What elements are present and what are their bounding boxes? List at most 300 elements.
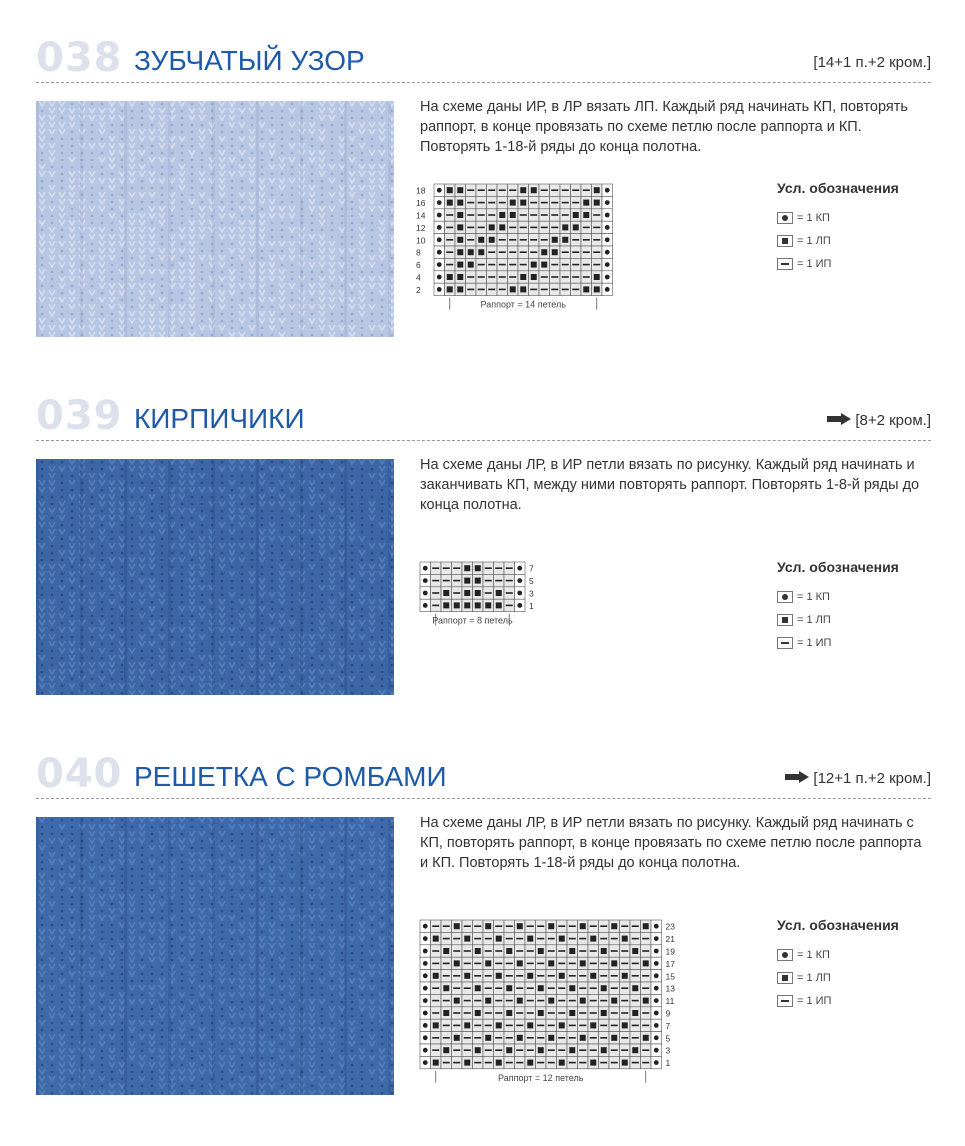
purl-mark [478, 214, 485, 216]
knit-mark [531, 262, 537, 268]
section-header [36, 752, 931, 800]
legend-kp-label: = 1 КП [797, 211, 830, 224]
purl-mark [642, 1062, 649, 1064]
purl-mark [488, 289, 495, 291]
purl-mark [569, 975, 576, 977]
purl-mark [495, 987, 502, 989]
purl-mark [506, 1000, 513, 1002]
purl-mark [551, 289, 558, 291]
purl-mark [432, 1049, 439, 1051]
purl-mark [541, 202, 548, 204]
purl-mark [478, 227, 485, 229]
purl-mark [579, 1025, 586, 1027]
purl-mark [464, 1049, 471, 1051]
purl-mark [562, 214, 569, 216]
row-label: 14 [416, 210, 426, 221]
purl-mark [551, 276, 558, 278]
knit-mark [433, 973, 439, 979]
purl-mark [583, 264, 590, 266]
knit-mark [506, 1047, 512, 1053]
purl-mark [453, 567, 460, 569]
row-label: 5 [665, 1033, 671, 1044]
purl-mark [520, 251, 527, 253]
knit-mark [601, 985, 607, 991]
knit-mark [611, 923, 617, 929]
purl-mark [446, 214, 453, 216]
purl-mark [593, 264, 600, 266]
row-label: 10 [416, 235, 426, 246]
purl-mark [464, 1000, 471, 1002]
edge-stitch-dot [423, 1035, 428, 1040]
knit-mark [601, 1010, 607, 1016]
stitch-count-text: [12+1 п.+2 кром.] [813, 770, 931, 787]
purl-mark [516, 1062, 523, 1064]
legend [777, 559, 937, 654]
knit-mark [468, 262, 474, 268]
knit-mark [583, 200, 589, 206]
purl-mark [527, 1000, 534, 1002]
purl-stitch-icon [777, 995, 793, 1007]
purl-mark [520, 239, 527, 241]
purl-mark [548, 1012, 555, 1014]
purl-mark [541, 239, 548, 241]
purl-mark [579, 950, 586, 952]
purl-mark [642, 987, 649, 989]
purl-mark [562, 264, 569, 266]
arrow-right-icon [785, 770, 809, 788]
knit-mark [590, 1060, 596, 1066]
purl-mark [548, 1049, 555, 1051]
purl-mark [432, 987, 439, 989]
knit-mark [496, 1060, 502, 1066]
purl-mark [600, 938, 607, 940]
purl-mark [478, 189, 485, 191]
knit-mark [632, 985, 638, 991]
edge-stitch-dot [423, 949, 428, 954]
purl-mark [464, 1037, 471, 1039]
knit-mark [496, 936, 502, 942]
purl-mark [453, 1025, 460, 1027]
edge-stitch-dot [423, 936, 428, 941]
purl-mark [569, 1062, 576, 1064]
purl-mark [541, 214, 548, 216]
purl-mark [583, 227, 590, 229]
purl-mark [611, 938, 618, 940]
knit-mark [527, 1022, 533, 1028]
knit-mark [517, 923, 523, 929]
purl-mark [446, 227, 453, 229]
purl-mark [453, 1012, 460, 1014]
purl-mark [520, 214, 527, 216]
purl-mark [562, 289, 569, 291]
knit-mark [520, 274, 526, 280]
edge-stitch-dot [423, 603, 428, 608]
section-header [36, 394, 931, 442]
purl-mark [642, 938, 649, 940]
row-label: 9 [665, 1008, 671, 1019]
purl-mark [467, 239, 474, 241]
knit-mark [510, 200, 516, 206]
edge-stitch-dot [517, 603, 522, 608]
purl-mark [593, 227, 600, 229]
purl-mark [569, 925, 576, 927]
purl-mark [446, 264, 453, 266]
purl-mark [600, 925, 607, 927]
purl-mark [432, 567, 439, 569]
section-header [36, 36, 931, 84]
purl-mark [583, 239, 590, 241]
purl-mark [590, 1000, 597, 1002]
knit-mark [643, 923, 649, 929]
purl-mark [537, 1037, 544, 1039]
purl-mark [443, 567, 450, 569]
purl-mark [467, 189, 474, 191]
knit-mark [496, 1022, 502, 1028]
purl-mark [572, 289, 579, 291]
purl-mark [506, 580, 513, 582]
knit-mark [562, 237, 568, 243]
knit-mark [573, 212, 579, 218]
knit-stitch-icon [777, 972, 793, 984]
knit-mark [520, 187, 526, 193]
purl-mark [478, 289, 485, 291]
purl-mark [537, 963, 544, 965]
knit-mark [464, 936, 470, 942]
purl-mark [432, 1037, 439, 1039]
purl-mark [527, 950, 534, 952]
purl-mark [506, 605, 513, 607]
knit-mark [594, 200, 600, 206]
purl-mark [621, 950, 628, 952]
purl-mark [632, 975, 639, 977]
row-label: 11 [665, 996, 675, 1007]
edge-stitch-dot [517, 566, 522, 571]
knit-mark [520, 200, 526, 206]
edge-stitch-dot [605, 275, 610, 280]
purl-mark [569, 938, 576, 940]
purl-mark [474, 1062, 481, 1064]
pattern-title: КИРПИЧИКИ [134, 403, 305, 434]
purl-mark [551, 227, 558, 229]
purl-mark [516, 1025, 523, 1027]
purl-mark [621, 1037, 628, 1039]
legend-title: Усл. обозначения [777, 917, 899, 933]
divider [36, 82, 931, 83]
legend-lp-label: = 1 ЛП [797, 971, 831, 984]
knit-mark [548, 998, 554, 1004]
purl-mark [527, 1049, 534, 1051]
legend-item-ip [777, 631, 937, 654]
legend-item-lp [777, 229, 937, 252]
purl-mark [499, 264, 506, 266]
purl-mark [537, 925, 544, 927]
purl-mark [600, 1062, 607, 1064]
knit-mark [622, 973, 628, 979]
knit-mark [569, 1010, 575, 1016]
purl-mark [562, 251, 569, 253]
purl-mark [590, 925, 597, 927]
purl-mark [632, 938, 639, 940]
purl-mark [453, 975, 460, 977]
purl-mark [530, 251, 537, 253]
purl-mark [569, 1000, 576, 1002]
knit-mark [541, 262, 547, 268]
purl-mark [485, 975, 492, 977]
purl-mark [506, 592, 513, 594]
pattern-description: На схеме даны ЛР, в ИР петли вязать по рисунку. Каждый ряд начинать с КП, повторять раппорт, в конце провязать по схеме петлю после раппорта и КП. Повторять 1-18-й ряды до конца полотна. [420, 815, 922, 871]
purl-mark [548, 1025, 555, 1027]
purl-edge-stitch-icon [777, 949, 793, 961]
knit-mark [590, 936, 596, 942]
purl-mark [453, 1049, 460, 1051]
purl-mark [499, 289, 506, 291]
purl-mark [611, 1025, 618, 1027]
edge-stitch-dot [605, 250, 610, 255]
purl-mark [642, 1049, 649, 1051]
row-label: 1 [529, 600, 534, 611]
purl-mark [495, 1000, 502, 1002]
purl-mark [558, 963, 565, 965]
edge-stitch-dot [654, 924, 659, 929]
knit-mark [454, 923, 460, 929]
purl-mark [516, 1012, 523, 1014]
knit-mark [569, 985, 575, 991]
purl-mark [478, 264, 485, 266]
purl-mark [516, 1049, 523, 1051]
edge-stitch-dot [423, 961, 428, 966]
purl-mark [537, 975, 544, 977]
purl-mark [478, 202, 485, 204]
knit-mark [580, 923, 586, 929]
purl-mark [520, 227, 527, 229]
purl-mark [467, 289, 474, 291]
purl-mark [579, 938, 586, 940]
purl-mark [495, 567, 502, 569]
purl-stitch-icon [777, 258, 793, 270]
purl-mark [464, 963, 471, 965]
purl-mark [569, 1025, 576, 1027]
row-label: 21 [665, 934, 675, 945]
purl-mark [642, 975, 649, 977]
knit-mark [464, 1022, 470, 1028]
purl-mark [621, 925, 628, 927]
purl-mark [495, 963, 502, 965]
knit-mark [454, 998, 460, 1004]
purl-mark [443, 580, 450, 582]
purl-mark [558, 925, 565, 927]
purl-mark [443, 1025, 450, 1027]
edge-stitch-dot [423, 1060, 428, 1065]
purl-mark [583, 276, 590, 278]
purl-mark [488, 189, 495, 191]
purl-mark [537, 1000, 544, 1002]
purl-mark [593, 251, 600, 253]
arrow-right-icon [827, 412, 851, 430]
knit-stitch-icon [777, 235, 793, 247]
purl-mark [485, 1062, 492, 1064]
knit-mark [559, 936, 565, 942]
purl-mark [548, 975, 555, 977]
purl-mark [453, 592, 460, 594]
purl-mark [621, 987, 628, 989]
purl-mark [541, 189, 548, 191]
purl-mark [488, 251, 495, 253]
purl-mark [453, 950, 460, 952]
knit-mark [475, 1047, 481, 1053]
purl-mark [558, 950, 565, 952]
divider [36, 798, 931, 799]
knit-mark [485, 1035, 491, 1041]
row-label: 17 [665, 958, 675, 969]
knit-mark [611, 960, 617, 966]
stitch-count [827, 412, 931, 430]
row-label: 5 [529, 576, 534, 587]
knit-mark [457, 262, 463, 268]
knit-mark [562, 224, 568, 230]
row-label: 13 [665, 983, 675, 994]
purl-mark [432, 963, 439, 965]
knit-mark [559, 973, 565, 979]
purl-mark [621, 1012, 628, 1014]
knit-mark [611, 1035, 617, 1041]
purl-mark [530, 214, 537, 216]
legend-lp-label: = 1 ЛП [797, 613, 831, 626]
purl-mark [506, 925, 513, 927]
purl-mark [632, 1000, 639, 1002]
purl-mark [579, 1062, 586, 1064]
knit-mark [499, 224, 505, 230]
purl-mark [537, 1025, 544, 1027]
edge-stitch-dot [654, 936, 659, 941]
purl-mark [621, 1049, 628, 1051]
purl-mark [621, 963, 628, 965]
purl-mark [509, 276, 516, 278]
purl-mark [541, 227, 548, 229]
purl-mark [551, 264, 558, 266]
purl-mark [499, 189, 506, 191]
purl-mark [478, 276, 485, 278]
stitch-count [785, 770, 931, 788]
purl-mark [488, 214, 495, 216]
purl-mark [464, 925, 471, 927]
purl-mark [443, 925, 450, 927]
purl-mark [509, 239, 516, 241]
purl-mark [453, 1062, 460, 1064]
knit-mark [457, 200, 463, 206]
purl-mark [432, 605, 439, 607]
knit-mark [478, 237, 484, 243]
knit-mark [632, 948, 638, 954]
legend-title: Усл. обозначения [777, 180, 899, 196]
purl-mark [537, 938, 544, 940]
row-label: 3 [665, 1045, 671, 1056]
purl-mark [600, 963, 607, 965]
purl-mark [551, 189, 558, 191]
edge-stitch-dot [654, 1048, 659, 1053]
knit-mark [464, 565, 470, 571]
purl-mark [453, 580, 460, 582]
knit-mark [454, 1035, 460, 1041]
knit-mark [443, 602, 449, 608]
knitting-chart [414, 180, 724, 315]
knit-mark [499, 212, 505, 218]
knit-mark [464, 578, 470, 584]
purl-mark [572, 239, 579, 241]
purl-mark [467, 214, 474, 216]
edge-stitch-dot [605, 287, 610, 292]
knit-mark [517, 960, 523, 966]
edge-stitch-dot [654, 961, 659, 966]
edge-stitch-dot [423, 1048, 428, 1053]
knit-mark [559, 1060, 565, 1066]
edge-stitch-dot [654, 998, 659, 1003]
legend [777, 180, 937, 275]
purl-mark [509, 264, 516, 266]
knit-mark [517, 1035, 523, 1041]
legend-item-lp [777, 608, 937, 631]
row-label: 8 [416, 247, 421, 258]
purl-mark [590, 950, 597, 952]
edge-stitch-dot [423, 986, 428, 991]
purl-mark [488, 202, 495, 204]
knit-mark [433, 1022, 439, 1028]
purl-mark [485, 950, 492, 952]
knit-mark [594, 274, 600, 280]
knit-mark [447, 274, 453, 280]
knit-mark [510, 286, 516, 292]
purl-mark [516, 950, 523, 952]
knit-stitch-icon [777, 614, 793, 626]
purl-mark [527, 925, 534, 927]
purl-mark [600, 1025, 607, 1027]
legend-item-lp [777, 966, 937, 989]
purl-mark [632, 1025, 639, 1027]
edge-stitch-dot [654, 986, 659, 991]
knit-mark [485, 998, 491, 1004]
legend-lp-label: = 1 ЛП [797, 234, 831, 247]
purl-mark [548, 1062, 555, 1064]
purl-mark [632, 963, 639, 965]
purl-mark [530, 202, 537, 204]
purl-mark [506, 1025, 513, 1027]
pattern-number: 039 [36, 393, 123, 439]
purl-edge-stitch-icon [777, 212, 793, 224]
divider [36, 440, 931, 441]
edge-stitch-dot [437, 262, 442, 267]
knit-mark [443, 1047, 449, 1053]
purl-mark [562, 276, 569, 278]
purl-mark [495, 1037, 502, 1039]
knit-sample-photo [36, 459, 394, 695]
knit-mark [622, 1022, 628, 1028]
edge-stitch-dot [437, 225, 442, 230]
knit-mark [475, 578, 481, 584]
edge-stitch-dot [423, 973, 428, 978]
purl-mark [467, 227, 474, 229]
purl-mark [488, 264, 495, 266]
knit-mark [443, 590, 449, 596]
edge-stitch-dot [654, 973, 659, 978]
pattern-number: 040 [36, 751, 123, 797]
knit-mark [478, 249, 484, 255]
knit-mark [583, 212, 589, 218]
knit-mark [611, 998, 617, 1004]
knit-mark [538, 948, 544, 954]
knit-mark [643, 998, 649, 1004]
purl-mark [562, 189, 569, 191]
legend-ip-label: = 1 ИП [797, 257, 832, 270]
purl-mark [464, 1012, 471, 1014]
